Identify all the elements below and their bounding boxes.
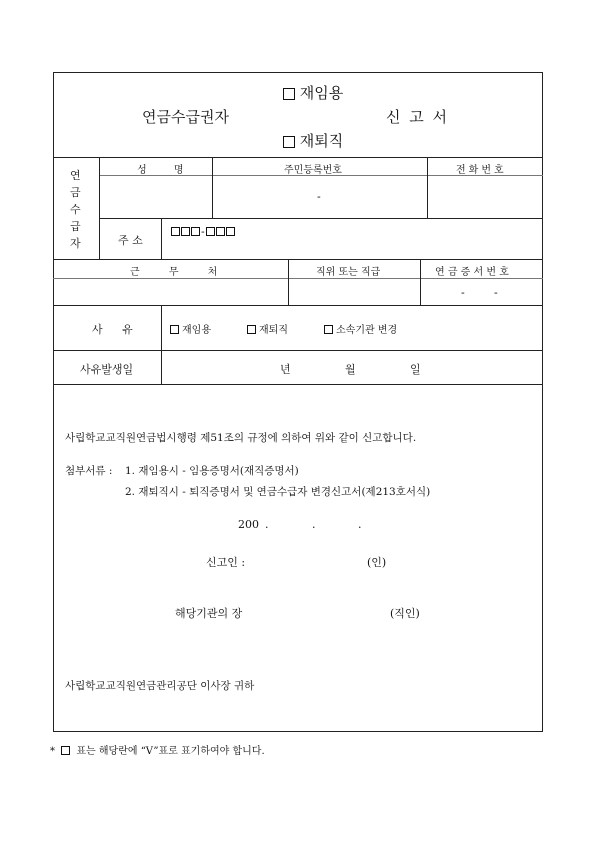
report-date-dot: .: [265, 518, 269, 531]
date-year-label: 년: [280, 363, 291, 376]
reason-label: 사 유: [92, 323, 133, 336]
address-field[interactable]: [162, 240, 542, 258]
checkbox-icon[interactable]: [283, 88, 295, 100]
postcode-dash: -: [201, 225, 205, 238]
divider: [161, 305, 162, 384]
report-date-year: 200: [238, 518, 259, 531]
attachment-2: 2. 재퇴직시 - 퇴직증명서 및 연금수급자 변경신고서(제213호서식): [125, 486, 431, 498]
name-field[interactable]: [100, 176, 211, 217]
title-right: 신 고 서: [386, 108, 450, 126]
divider: [53, 157, 543, 158]
side-label-char: 금: [70, 186, 81, 199]
postcode-box-icon: [181, 227, 190, 236]
position-field[interactable]: [289, 279, 419, 304]
name-header: 성 명: [137, 165, 184, 176]
position-header: 직위 또는 직급: [316, 267, 381, 278]
reason-option-reemploy[interactable]: 재임용: [170, 321, 211, 336]
agency-head-seal: (직인): [390, 607, 420, 620]
attachment-1: 1. 재임용시 - 임용증명서(재직증명서): [125, 465, 299, 477]
phone-field[interactable]: [428, 176, 542, 217]
divider: [53, 384, 543, 385]
date-label: 사유발생일: [80, 363, 134, 376]
phone-header: 전화번호: [456, 165, 507, 176]
title-left: 연금수급권자: [142, 108, 229, 126]
date-month-label: 월: [345, 363, 356, 376]
reason-option-reretire[interactable]: 재퇴직: [247, 321, 288, 336]
workplace-field[interactable]: [54, 279, 287, 304]
divider: [53, 305, 543, 306]
postcode-box-icon: [191, 227, 200, 236]
divider: [53, 350, 543, 351]
divider: [53, 259, 543, 260]
reason-option-transfer[interactable]: 소속기관 변경: [324, 321, 397, 336]
side-label-char: 수: [70, 203, 81, 216]
date-day-label: 일: [410, 363, 421, 376]
address-label: 주 소: [118, 234, 143, 247]
checkbox-icon[interactable]: [324, 325, 333, 334]
side-label-char: 연: [70, 169, 81, 182]
checkbox-icon[interactable]: [283, 136, 295, 148]
addressee: 사립학교교직원연금관리공단 이사장 귀하: [65, 680, 255, 692]
attachments-label: 첨부서류 :: [65, 465, 113, 477]
report-date-dot: .: [358, 518, 362, 531]
report-date-dot: .: [312, 518, 316, 531]
divider: [99, 218, 543, 219]
statement: 사립학교교직원연금법시행령 제51조의 규정에 의하여 위와 같이 신고합니다.: [65, 432, 417, 444]
agency-head-label: 해당기관의 장: [175, 607, 243, 620]
cert-field-dash[interactable]: -: [461, 286, 465, 299]
reporter-label: 신고인 :: [206, 556, 246, 569]
title-option-reretire[interactable]: 재퇴직: [283, 130, 343, 151]
cert-header: 연 금 증 서 번 호: [435, 267, 509, 278]
postcode-box-icon: [171, 227, 180, 236]
checkbox-icon[interactable]: [170, 325, 179, 334]
postcode-field[interactable]: [171, 225, 238, 238]
checkbox-icon: [61, 746, 70, 755]
side-label-char: 자: [70, 237, 81, 250]
divider: [212, 157, 213, 218]
postcode-box-icon: [206, 227, 215, 236]
reporter-seal: (인): [367, 556, 387, 569]
footnote: * 표는 해당란에 “V”표로 표기하여야 합니다.: [50, 746, 265, 757]
rrn-header: 주민등록번호: [284, 165, 342, 176]
cert-field-dash[interactable]: -: [494, 286, 498, 299]
postcode-box-icon: [226, 227, 235, 236]
side-label-char: 급: [70, 220, 81, 233]
checkbox-icon[interactable]: [247, 325, 256, 334]
workplace-header: 근 무 처: [130, 267, 218, 278]
reporter-field[interactable]: [262, 552, 362, 568]
postcode-box-icon: [216, 227, 225, 236]
divider: [420, 259, 421, 305]
title-option-reemploy[interactable]: 재임용: [283, 82, 343, 103]
rrn-field[interactable]: -: [317, 190, 321, 203]
